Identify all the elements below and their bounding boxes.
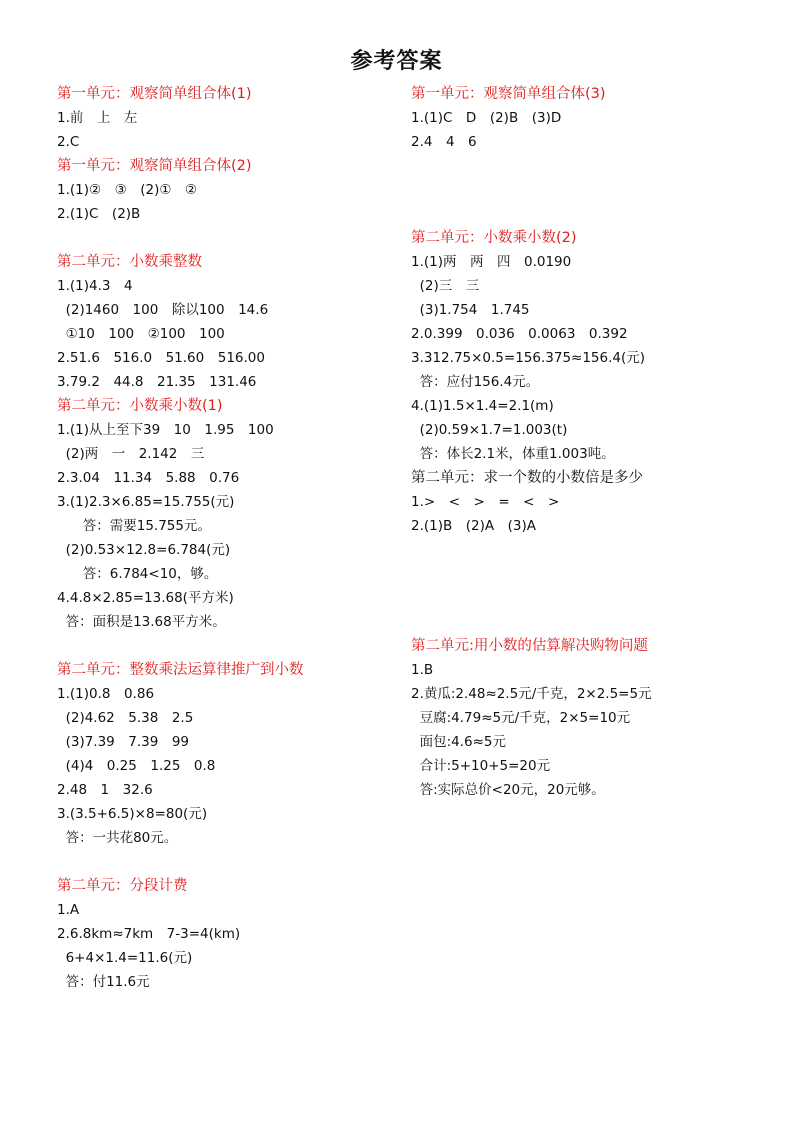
section-spacer	[411, 154, 751, 178]
answer-section	[57, 82, 387, 154]
section-spacer	[411, 562, 751, 586]
answer-line: 4.4.8×2.85=13.68(平方米)	[57, 590, 234, 606]
answer-line: 答：6.784<10，够。	[57, 566, 218, 582]
answer-section	[411, 226, 751, 466]
answer-line: 答：体长2.1米，体重1.003吨。	[411, 446, 615, 462]
section-title: 第二单元：小数乘小数(1)	[57, 398, 223, 414]
answer-line: 合计:5+10+5=20元	[411, 758, 551, 774]
answer-line: 2.48 1 32.6	[57, 782, 153, 798]
left-column	[57, 82, 387, 994]
section-title: 第二单元：小数乘整数	[57, 254, 202, 270]
section-spacer	[411, 610, 751, 634]
section-title: 第二单元：整数乘法运算律推广到小数	[57, 662, 304, 678]
answer-line: 1.(1)4.3 4	[57, 278, 133, 294]
answer-line: 2.3.04 11.34 5.88 0.76	[57, 470, 240, 486]
answer-line: (3)1.754 1.745	[411, 302, 530, 318]
answer-section	[411, 466, 751, 538]
answer-section	[57, 658, 387, 850]
answer-line: 答:实际总价<20元，20元够。	[411, 782, 605, 798]
answer-section	[411, 82, 751, 154]
answer-line: 1.(1)从上至下39 10 1.95 100	[57, 422, 274, 438]
section-spacer	[411, 586, 751, 610]
answer-line: 2.4 4 6	[411, 134, 477, 150]
section-spacer	[411, 202, 751, 226]
answer-line: 1.> < > = < >	[411, 494, 560, 510]
answer-line: 答：付11.6元	[57, 974, 150, 990]
answer-line: 面包:4.6≈5元	[411, 734, 507, 750]
answer-line: 1.B	[411, 662, 434, 678]
answer-line: (3)7.39 7.39 99	[57, 734, 190, 750]
answer-section	[57, 250, 387, 394]
answer-line: 2.C	[57, 134, 80, 150]
section-title: 第二单元：分段计费	[57, 878, 188, 894]
section-spacer	[411, 178, 751, 202]
answer-section	[57, 874, 387, 994]
section-spacer	[57, 850, 387, 874]
answer-line: 3.(3.5+6.5)×8=80(元)	[57, 806, 208, 822]
answer-line: 1.A	[57, 902, 80, 918]
answer-line: (4)4 0.25 1.25 0.8	[57, 758, 216, 774]
answer-line: 答：面积是13.68平方米。	[57, 614, 226, 630]
answer-line: (2)1460 100 除以100 14.6	[57, 302, 269, 318]
section-title: 第一单元：观察简单组合体(3)	[411, 86, 606, 102]
answer-line: 2.黄瓜:2.48≈2.5元/千克，2×2.5=5元	[411, 686, 652, 702]
answer-line: (2)两 一 2.142 三	[57, 446, 205, 462]
answer-line: 豆腐:4.79≈5元/千克，2×5=10元	[411, 710, 631, 726]
section-title: 第二单元：求一个数的小数倍是多少	[411, 470, 643, 486]
answer-section	[411, 634, 751, 802]
answer-line: 6+4×1.4=11.6(元)	[57, 950, 193, 966]
section-spacer	[57, 226, 387, 250]
answer-line: ①10 100 ②100 100	[57, 326, 225, 342]
answer-line: (2)4.62 5.38 2.5	[57, 710, 194, 726]
answer-line: 3.79.2 44.8 21.35 131.46	[57, 374, 257, 390]
answer-line: (2)三 三	[411, 278, 480, 294]
answer-line: 4.(1)1.5×1.4=2.1(m)	[411, 398, 554, 414]
answer-line: 2.(1)B (2)A (3)A	[411, 518, 536, 534]
answer-line: 1.(1)0.8 0.86	[57, 686, 155, 702]
answer-line: 3.(1)2.3×6.85=15.755(元)	[57, 494, 235, 510]
answer-section	[57, 394, 387, 634]
section-spacer	[411, 538, 751, 562]
answer-line: 2.0.399 0.036 0.0063 0.392	[411, 326, 628, 342]
answer-line: (2)0.53×12.8=6.784(元)	[57, 542, 231, 558]
answer-section	[57, 154, 387, 226]
section-title: 第一单元：观察简单组合体(2)	[57, 158, 252, 174]
answer-line: 答：应付156.4元。	[411, 374, 540, 390]
answer-line: 1.(1)C D (2)B (3)D	[411, 110, 562, 126]
answer-line: 1.(1)两 两 四 0.0190	[411, 254, 572, 270]
page-title: 参考答案	[350, 49, 443, 74]
right-column	[411, 82, 751, 802]
answer-line: 答：一共花80元。	[57, 830, 178, 846]
section-title: 第一单元：观察简单组合体(1)	[57, 86, 252, 102]
answer-line: 2.(1)C (2)B	[57, 206, 141, 222]
answer-line: 1.(1)② ③ (2)① ②	[57, 182, 198, 198]
answer-line: 3.312.75×0.5=156.375≈156.4(元)	[411, 350, 646, 366]
answer-line: 1.前 上 左	[57, 110, 138, 126]
answer-line: 2.6.8km≈7km 7-3=4(km)	[57, 926, 241, 942]
section-spacer	[57, 634, 387, 658]
section-title: 第二单元：小数乘小数(2)	[411, 230, 577, 246]
answer-line: 答：需要15.755元。	[57, 518, 211, 534]
section-title: 第二单元:用小数的估算解决购物问题	[411, 638, 648, 654]
answer-line: 2.51.6 516.0 51.60 516.00	[57, 350, 265, 366]
answer-line: (2)0.59×1.7=1.003(t)	[411, 422, 568, 438]
